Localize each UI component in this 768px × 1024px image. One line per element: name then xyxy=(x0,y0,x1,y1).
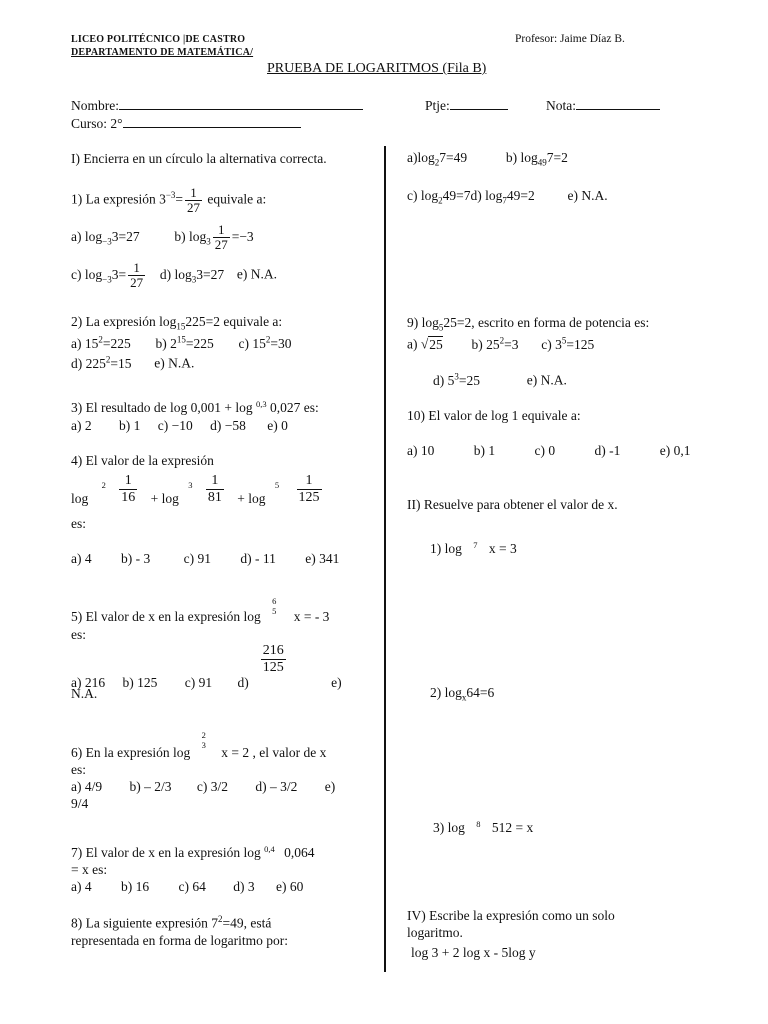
q8-options-row-2 xyxy=(407,188,608,206)
q1-numerator: 1 xyxy=(185,186,202,201)
q4-option-a[interactable]: a) 4 xyxy=(71,551,92,566)
q2-options-row-2 xyxy=(71,354,194,372)
q10-option-e[interactable]: e) 0,1 xyxy=(659,443,691,458)
section-4-instructions-2: logaritmo. xyxy=(407,925,463,940)
q6-option-b[interactable]: b) – 2/3 xyxy=(129,779,172,794)
q10-options xyxy=(407,443,691,459)
nota-label: Nota: xyxy=(546,98,576,113)
q1-intro: 1) La expresión 3 xyxy=(71,191,166,207)
q2-option-d[interactable]: d) $225^2=15$ xyxy=(71,354,132,371)
q6-option-d[interactable]: d) – 3/2 xyxy=(255,779,298,794)
question-10: 10) El valor de log 1 equivale a: xyxy=(407,408,581,423)
exercise-2: 2) $\log_x64=6$ xyxy=(430,685,495,703)
sqrt-icon: √ xyxy=(420,336,429,352)
q5-es: es: xyxy=(71,627,86,642)
q9-option-d[interactable]: d) $5^3=25$ xyxy=(433,371,480,388)
section-1-instructions: I) Encierra en un círculo la alternativa correcta. xyxy=(71,151,327,166)
ptje-field[interactable] xyxy=(425,97,508,114)
q4-options xyxy=(71,551,339,567)
school-name: LICEO POLITÉCNICO |DE CASTRO xyxy=(71,34,246,45)
q2-option-b[interactable]: b) $2^{15}=225$ xyxy=(155,334,214,351)
q8-option-c-d[interactable]: c) $\log_249=7d$) $\log_749=2$ xyxy=(407,188,535,206)
q9-option-b[interactable]: b) $25^2=3$ xyxy=(471,335,519,352)
nombre-field[interactable] xyxy=(71,97,363,114)
q1-exponent: −3 xyxy=(165,190,176,201)
q4-option-e[interactable]: e) 341 xyxy=(305,551,340,566)
q1-option-b[interactable]: b) $\log_3$ $\frac{1}{27}$ =−3 xyxy=(174,222,254,252)
section-2-instructions: II) Resuelve para obtener el valor de x. xyxy=(407,497,618,512)
curso-line[interactable] xyxy=(123,115,301,128)
q2-options-row-1 xyxy=(71,334,292,352)
q4-option-d[interactable]: d) - 11 xyxy=(240,551,276,566)
ptje-line[interactable] xyxy=(450,97,508,110)
q9-option-a[interactable]: a) √25 xyxy=(407,336,443,352)
q3-option-c[interactable]: c) −10 xyxy=(157,418,193,433)
q5-option-a[interactable]: a) 216 xyxy=(71,674,106,690)
q5-option-b[interactable]: b) 125 xyxy=(122,674,158,690)
q9-option-e[interactable]: e) N.A. xyxy=(526,372,567,388)
q4-option-c[interactable]: c) 91 xyxy=(183,551,211,566)
page-title: PRUEBA DE LOGARITMOS (Fila B) xyxy=(267,61,487,76)
q8-option-a[interactable]: $a)\log_27=49$ xyxy=(407,150,468,168)
q1-option-a[interactable]: a) $\log_{-3}3=27$ xyxy=(71,228,140,247)
question-5: 5) El valor de x en la expresión log 6 5 x = - 3 xyxy=(71,596,330,625)
q6-option-e-text: 9/4 xyxy=(71,796,89,811)
q6-option-e[interactable]: e) xyxy=(324,779,336,794)
q7-options xyxy=(71,879,303,895)
q1-option-c[interactable]: c) $\log_{-3}3=$ $\frac{1}{27}$ xyxy=(71,260,144,290)
nota-line[interactable] xyxy=(576,97,660,110)
question-7: 7) El valor de x en la expresión log $^{0,4}$ 0,064 xyxy=(71,844,315,860)
nombre-line[interactable] xyxy=(119,97,363,110)
q2-option-a[interactable]: a) $15^2=225$ xyxy=(71,334,131,351)
ptje-label: Ptje: xyxy=(425,98,450,113)
q3-option-a[interactable]: a) 2 xyxy=(71,418,92,433)
nota-field[interactable] xyxy=(546,97,660,114)
professor-name: Profesor: Jaime Díaz B. xyxy=(515,33,625,45)
q5-options xyxy=(71,643,342,690)
q8-option-b[interactable]: b) $\log_{49}7=2$ xyxy=(505,150,568,168)
q10-option-c[interactable]: c) 0 xyxy=(534,443,556,458)
q7-option-b[interactable]: b) 16 xyxy=(121,879,150,894)
q1-option-e[interactable]: e) N.A. xyxy=(236,266,277,282)
q8-options-row-1 xyxy=(407,150,568,168)
q6-es: es: xyxy=(71,762,86,777)
section-4-instructions: IV) Escribe la expresión como un solo xyxy=(407,908,615,923)
q3-option-b[interactable]: b) 1 xyxy=(119,418,141,433)
q9-option-c[interactable]: c) $3^5=125$ xyxy=(541,335,595,352)
question-2: 2) La expresión $\log_{15}225=2$ equivale a: xyxy=(71,314,283,332)
question-8: 8) La siguiente expresión $7^2=49$, está xyxy=(71,914,272,931)
q5-option-d[interactable]: d) $\frac{216}{125}$ xyxy=(237,643,284,690)
q2-option-e[interactable]: e) N.A. xyxy=(154,355,195,371)
q1-option-d[interactable]: d) $\log_33=27$ xyxy=(159,266,225,285)
question-8-line-2: representada en forma de logaritmo por: xyxy=(71,933,289,948)
q6-option-a[interactable]: a) 4/9 xyxy=(71,779,103,794)
q3-option-d[interactable]: d) −58 xyxy=(210,418,246,433)
q3-options xyxy=(71,418,288,434)
q1-options-row-1 xyxy=(71,223,254,252)
q7-option-c[interactable]: c) 64 xyxy=(178,879,206,894)
department-name: DEPARTAMENTO DE MATEMÁTICA/ xyxy=(71,47,254,58)
nombre-label: Nombre: xyxy=(71,98,119,113)
exercise-1: 1) log $^7$ x = 3 xyxy=(430,540,517,556)
q7-option-e[interactable]: e) 60 xyxy=(276,879,304,894)
q1-fraction xyxy=(185,186,202,215)
q1-denominator: 27 xyxy=(187,200,201,215)
q1-options-row-2 xyxy=(71,261,277,290)
q9-options-row-1 xyxy=(407,335,594,353)
q9-options-row-2 xyxy=(433,371,567,389)
q2-option-c[interactable]: c) $15^2=30$ xyxy=(238,334,292,351)
curso-label: Curso: 2° xyxy=(71,116,123,131)
q7-line-2: = x es: xyxy=(71,862,108,877)
q4-option-b[interactable]: b) - 3 xyxy=(121,551,151,566)
q5-option-e-text: N.A. xyxy=(71,686,98,701)
q10-option-a[interactable]: a) 10 xyxy=(407,443,435,458)
q1-equals: = xyxy=(175,191,184,207)
q10-option-d[interactable]: d) -1 xyxy=(594,443,621,458)
column-divider xyxy=(384,146,386,972)
q6-option-c[interactable]: c) 3/2 xyxy=(196,779,228,794)
q4-es: es: xyxy=(71,516,86,531)
question-4-intro: 4) El valor de la expresión xyxy=(71,453,214,468)
q10-option-b[interactable]: b) 1 xyxy=(473,443,496,458)
q5-option-e[interactable]: e) xyxy=(331,674,342,690)
q7-option-a[interactable]: a) 4 xyxy=(71,879,92,894)
q1-tail: equivale a: xyxy=(207,191,267,207)
q6-options xyxy=(71,779,335,795)
question-6: 6) En la expresión log 2 3 x = 2 , el valor de x xyxy=(71,730,327,761)
question-3: 3) El resultado de log 0,001 + log $^{0,3}$ 0,027 es: xyxy=(71,399,319,415)
exercise-3: 3) log $^8$ 512 = x xyxy=(433,819,534,835)
curso-field[interactable] xyxy=(71,115,301,132)
question-1 xyxy=(71,186,266,215)
question-9: 9) $\log_525=2$, escrito en forma de potencia es: xyxy=(407,315,650,333)
q5-option-c[interactable]: c) 91 xyxy=(184,674,213,690)
question-4-expression: log $^2$ $\frac{1}{16}$ + log $^3$ $\frac{1}{81}$ + log $^5$ $\frac{1}{125}$ xyxy=(71,473,320,506)
section-4-expression: log 3 + 2 log x - 5log y xyxy=(411,945,536,960)
q7-option-d[interactable]: d) 3 xyxy=(233,879,255,894)
q3-option-e[interactable]: e) 0 xyxy=(267,418,288,433)
q8-option-e[interactable]: e) N.A. xyxy=(567,188,608,203)
